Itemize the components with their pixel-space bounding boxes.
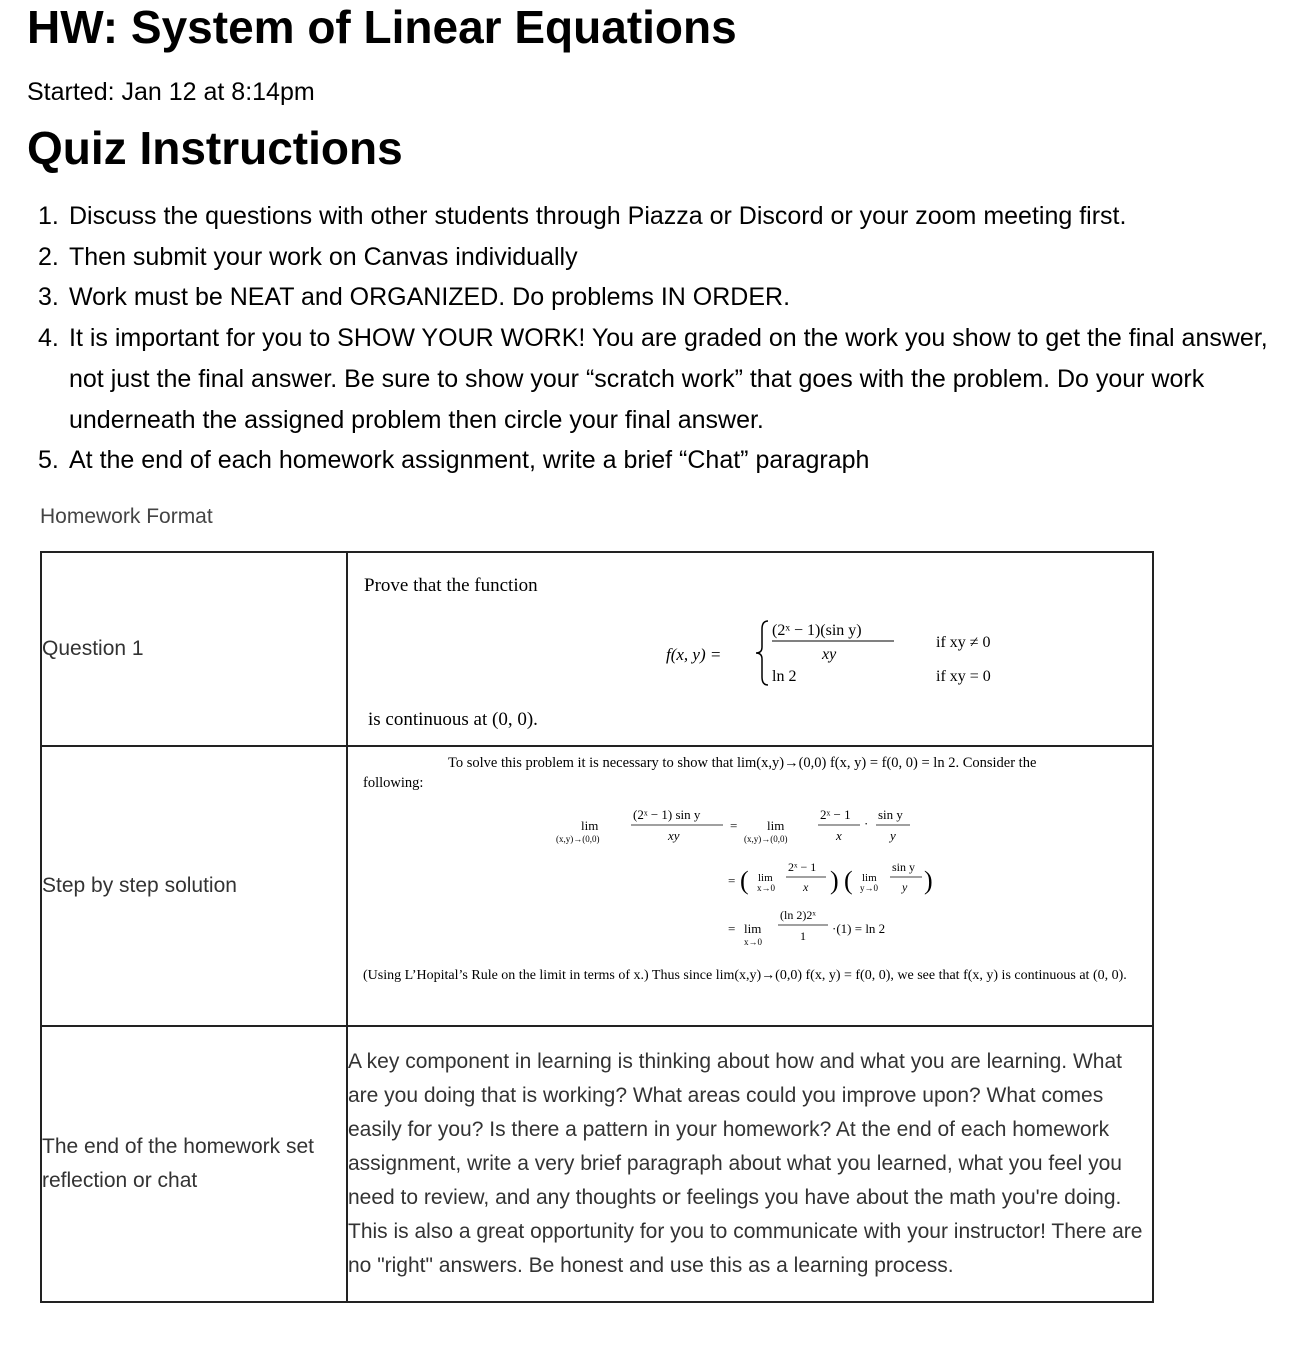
instruction-item: 3. Work must be NEAT and ORGANIZED. Do problems IN ORDER. <box>38 283 791 312</box>
case1-numerator: (2ˣ − 1)(sin y) <box>772 622 862 639</box>
lim-label: lim <box>744 921 762 936</box>
instructions-heading: Quiz Instructions <box>27 122 403 174</box>
row-label: The end of the homework set reflection or chat <box>41 1026 347 1302</box>
solution-following: following: <box>363 775 424 791</box>
frac-num: (2ˣ − 1) sin y <box>633 807 701 822</box>
instructions-list <box>38 196 1278 481</box>
lim-label: lim <box>862 872 877 884</box>
brace <box>756 621 768 685</box>
lim-sub: (x,y)→(0,0) <box>744 834 788 844</box>
svg-text:=: = <box>730 818 738 833</box>
solution-conclusion: (Using L’Hopital’s Rule on the limit in terms of x.) Thus since lim(x,y)→(0,0) f(x, y) = f(0, 0), we see that f(x, y) is continuous at (0, 0). <box>363 968 1127 983</box>
svg-text:(: ( <box>740 866 749 895</box>
homework-format-table <box>40 551 1154 1303</box>
table-row <box>41 746 1153 1026</box>
lim-sub: y→0 <box>860 883 878 893</box>
table-row <box>41 552 1153 746</box>
lim-label: lim <box>581 818 599 833</box>
svg-text:): ) <box>924 866 933 895</box>
frac-num: sin y <box>892 860 916 874</box>
case2-value: ln 2 <box>772 668 797 685</box>
question-1-cell <box>347 552 1153 746</box>
instruction-item: 1. Discuss the questions with other students through Piazza or Discord or your zoom meeting first. <box>38 202 1127 230</box>
piecewise-formula <box>666 613 1066 693</box>
frac-den: xy <box>668 828 680 843</box>
page-title: HW: System of Linear Equations <box>27 1 737 53</box>
svg-text:=: = <box>728 873 736 888</box>
reflection-text: A key component in learning is thinking about how and what you are learning. What are you doing that is working? What areas could you improve upon? What comes easily for you? Is there a pattern in your homework? At the end of each homework assignment, write a very brief paragraph about what you learned, what you feel you need to review, and any thoughts or feelings you have about the math you're doing. This is also a great opportunity for you to communicate with your instructor! There are no "right" answers. Be honest and use this as a learning process. <box>347 1026 1153 1302</box>
case1-condition: if xy ≠ 0 <box>936 634 991 651</box>
frac-den: x <box>836 828 842 843</box>
lim-label: lim <box>767 818 785 833</box>
case2-condition: if xy = 0 <box>936 668 991 685</box>
frac-num: 2ˣ − 1 <box>820 807 851 822</box>
svg-text:=: = <box>728 921 736 936</box>
frac-den: y <box>902 880 908 894</box>
equation-tail: ·(1) = ln 2 <box>832 921 886 936</box>
lim-sub: x→0 <box>744 937 762 947</box>
frac-num: 2ˣ − 1 <box>788 860 817 874</box>
question-conclusion: is continuous at (0, 0). <box>368 709 538 730</box>
svg-text:): ) <box>830 866 839 895</box>
frac-den: x <box>803 880 809 894</box>
frac-den: y <box>890 828 896 843</box>
lim-label: lim <box>758 872 773 884</box>
frac-num: (ln 2)2ˣ <box>780 908 816 922</box>
homework-format-label: Homework Format <box>40 505 213 528</box>
formula-lhs: f(x, y) = <box>666 645 722 664</box>
instruction-item: 2. Then submit your work on Canvas individually <box>38 242 578 271</box>
started-timestamp: Started: Jan 12 at 8:14pm <box>27 78 315 106</box>
instruction-item: 4. It is important for you to SHOW YOUR WORK! You are graded on the work you show to get the final answer, not just the final answer. Be sure to show your “scratch work” that goes with the problem. Do your work underneath the assigned problem then circle your final answer. <box>38 324 1268 434</box>
lim-sub: x→0 <box>757 883 775 893</box>
svg-text:(: ( <box>844 866 853 895</box>
solution-cell <box>347 746 1153 1026</box>
table-row <box>41 1026 1153 1302</box>
solution-intro: To solve this problem it is necessary to show that lim(x,y)→(0,0) f(x, y) = f(0, 0) = ln 2. Consider the <box>448 755 1037 771</box>
instruction-item: 5. At the end of each homework assignment, write a brief “Chat” paragraph <box>38 446 870 475</box>
frac-num: sin y <box>878 807 903 822</box>
svg-text:·: · <box>864 816 869 831</box>
row-label: Step by step solution <box>41 746 347 1026</box>
lim-sub: (x,y)→(0,0) <box>556 834 600 844</box>
question-intro: Prove that the function <box>364 575 538 596</box>
frac-den: 1 <box>800 929 806 943</box>
row-label: Question 1 <box>41 552 347 746</box>
solution-equations <box>548 803 968 963</box>
case1-denominator: xy <box>822 646 837 663</box>
